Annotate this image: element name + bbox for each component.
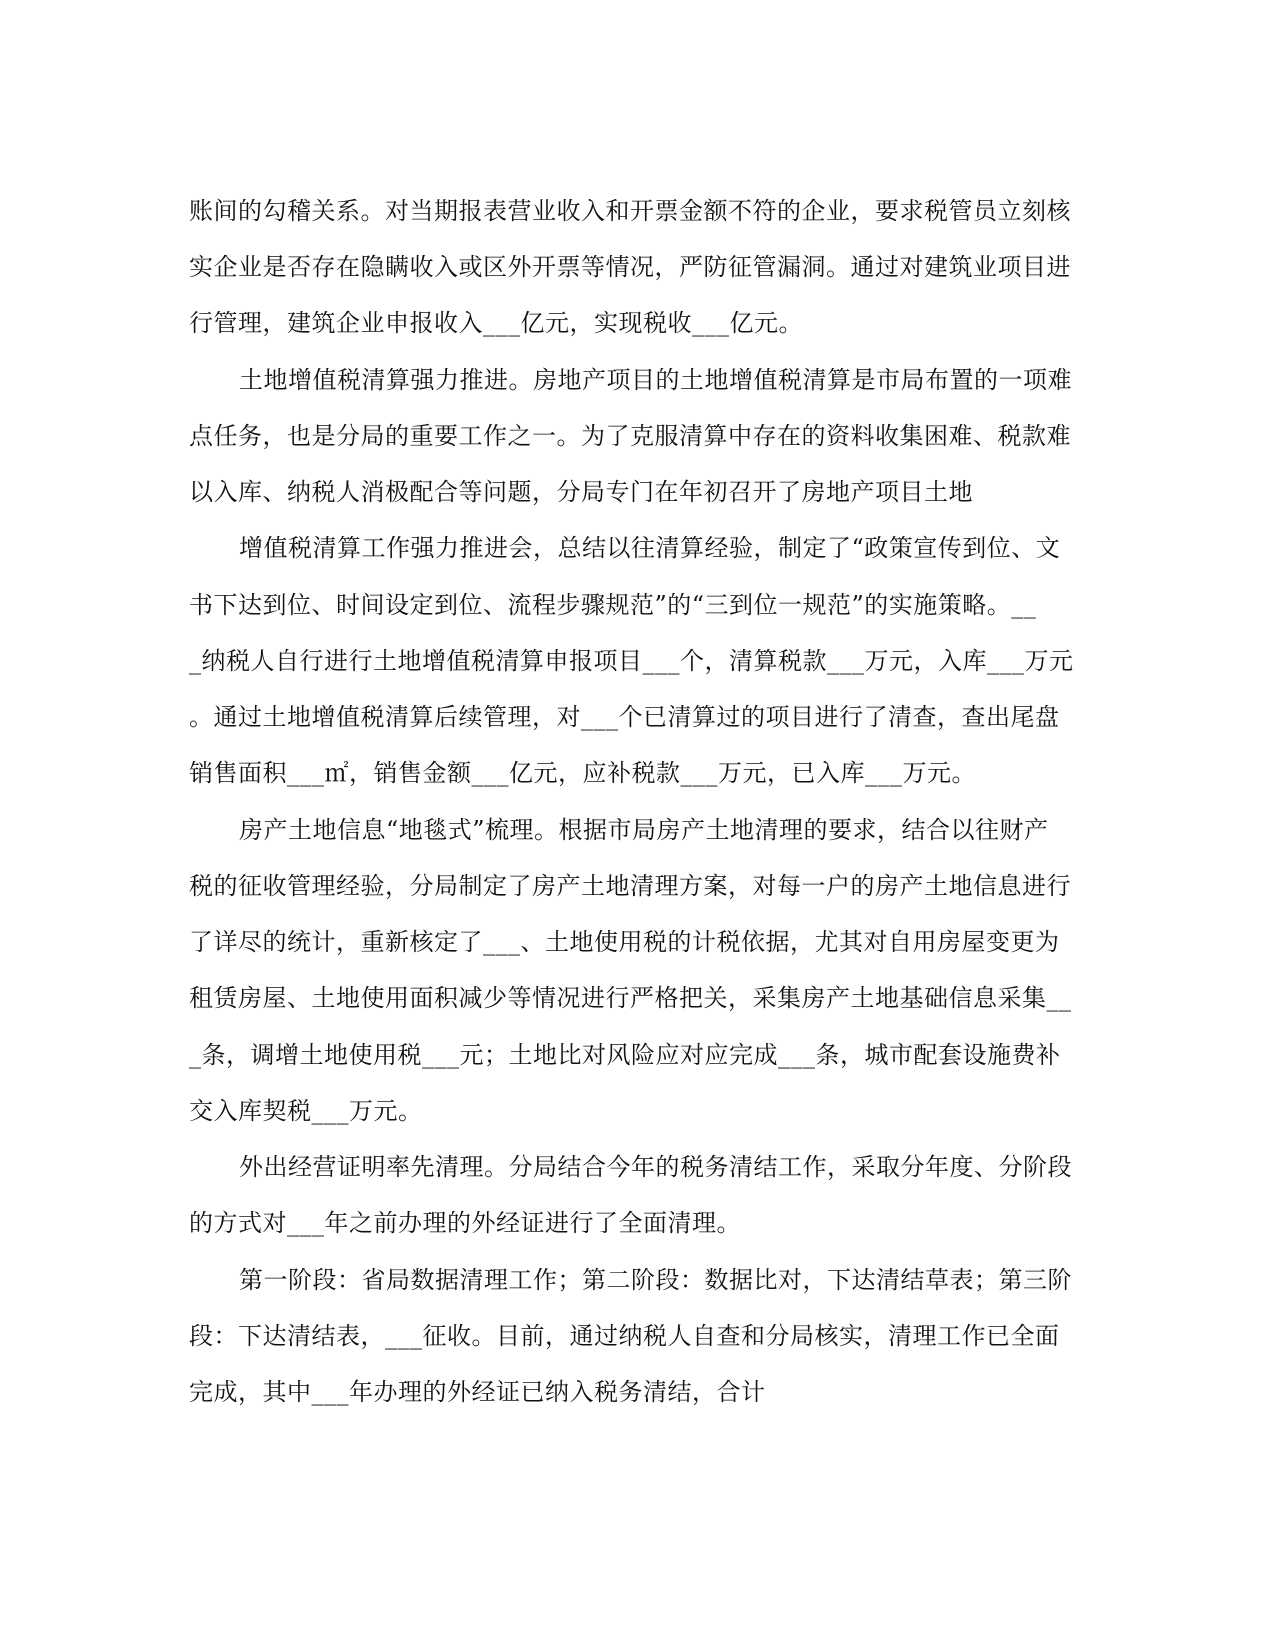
body-text-line: 段：下达清结表，___征收。目前，通过纳税人自查和分局核实，清理工作已全面 — [189, 1322, 1060, 1350]
body-text-line: 。通过土地增值税清算后续管理，对___个已清算过的项目进行了清查，查出尾盘 — [189, 703, 1060, 731]
body-text-line: _纳税人自行进行土地增值税清算申报项目___个，清算税款___万元，入库___万元 — [189, 647, 1074, 675]
body-text-line: 的方式对___年之前办理的外经证进行了全面清理。 — [189, 1209, 741, 1237]
body-text-line: 税的征收管理经验，分局制定了房产土地清理方案，对每一户的房产土地信息进行 — [189, 872, 1071, 900]
body-text-line: 以入库、纳税人消极配合等问题，分局专门在年初召开了房地产项目土地 — [189, 478, 973, 506]
body-text-line: _条，调增土地使用税___元；土地比对风险应对应完成___条，城市配套设施费补 — [189, 1041, 1061, 1069]
body-text-line: 交入库契税___万元。 — [189, 1097, 423, 1125]
body-text-line: 行管理，建筑企业申报收入___亿元，实现税收___亿元。 — [189, 309, 803, 337]
body-text-line: 销售面积___㎡，销售金额___亿元，应补税款___万元，已入库___万元。 — [189, 759, 976, 787]
body-text-line: 书下达到位、时间设定到位、流程步骤规范”的“三到位一规范”的实施策略。__ — [189, 591, 1037, 619]
body-text-line: 点任务，也是分局的重要工作之一。为了克服清算中存在的资料收集困难、税款难 — [189, 422, 1071, 450]
paragraph-first-line: 增值税清算工作强力推进会，总结以往清算经验，制定了“政策宣传到位、文 — [239, 534, 1061, 562]
paragraph-first-line: 外出经营证明率先清理。分局结合今年的税务清结工作，采取分年度、分阶段 — [239, 1153, 1072, 1181]
paragraph-first-line: 房产土地信息“地毯式”梳理。根据市局房产土地清理的要求，结合以往财产 — [239, 816, 1049, 844]
paragraph-first-line: 土地增值税清算强力推进。房地产项目的土地增值税清算是市局布置的一项难 — [239, 366, 1072, 394]
body-text-line: 了详尽的统计，重新核定了___、土地使用税的计税依据，尤其对自用房屋变更为 — [189, 928, 1060, 956]
body-text-line: 完成，其中___年办理的外经证已纳入税务清结，合计 — [189, 1378, 766, 1406]
body-text-line: 实企业是否存在隐瞒收入或区外开票等情况，严防征管漏洞。通过对建筑业项目进 — [189, 253, 1071, 281]
body-text-line: 租赁房屋、土地使用面积减少等情况进行严格把关，采集房产土地基础信息采集__ — [189, 984, 1072, 1012]
body-text-line: 账间的勾稽关系。对当期报表营业收入和开票金额不符的企业，要求税管员立刻核 — [189, 197, 1071, 225]
paragraph-first-line: 第一阶段：省局数据清理工作；第二阶段：数据比对，下达清结草表；第三阶 — [239, 1266, 1072, 1294]
